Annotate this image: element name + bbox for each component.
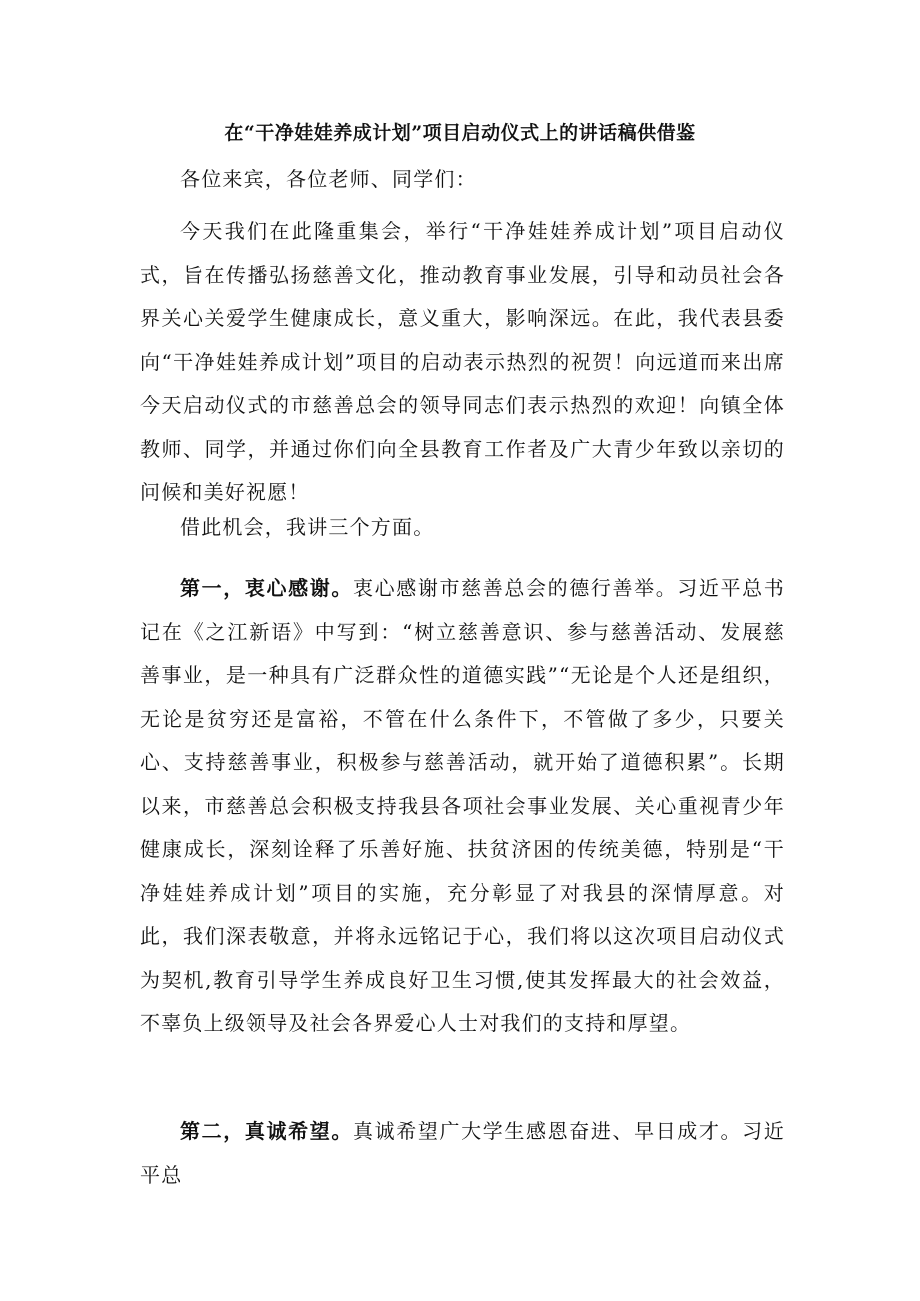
- paragraph-lead: 第一，衷心感谢。: [180, 576, 353, 600]
- document-title: 在“干净娃娃养成计划”项目启动仪式上的讲话稿供借鉴: [224, 122, 696, 144]
- paragraph-text: 借此机会，我讲三个方面。: [180, 515, 435, 539]
- paragraph-text: 真诚希望广大学生感恩奋进、早日成才。习近平总: [140, 1119, 785, 1187]
- greeting-line: [140, 158, 785, 202]
- paragraph-text: 衷心感谢市慈善总会的德行善举。习近平总书记在《之江新语》中写到：“树立慈善意识、参与慈善活动、发展慈善事业，是一种具有广泛群众性的道德实践”“无论是个人还是组织，无论是贫穷还是富裕，不管在什么条件下，不管做了多少，只要关心、支持慈善事业，积极参与慈善活动，就开始了道德积累”。长期以来，市慈善总会积极支持我县各项社会事业发展、关心重视青少年健康成长，深刻诠释了乐善好施、扶贫济困的传统美德，特别是“干净娃娃养成计划”项目的实施，充分彰显了对我县的深情厚意。对此，我们深表敬意，并将永远铭记于心，我们将以这次项目启动仪式为契机,教育引导学生养成良好卫生习惯,使其发挥最大的社会效益，不辜负上级领导及社会各界爱心人士对我们的支持和厚望。: [140, 576, 785, 1035]
- greeting-text: 各位来宾，各位老师、同学们：: [180, 167, 477, 191]
- paragraph-opening: [140, 210, 785, 515]
- paragraph-point-two: [140, 1110, 785, 1197]
- paragraph-content: [140, 1110, 785, 1197]
- paragraph-content: [140, 567, 785, 1046]
- paragraph-point-one: [140, 567, 785, 1046]
- paragraph-lead: 第二，真诚希望。: [180, 1119, 353, 1143]
- paragraph-outline: [140, 506, 785, 550]
- paragraph-text: 今天我们在此隆重集会，举行“干净娃娃养成计划”项目启动仪式，旨在传播弘扬慈善文化，推动教育事业发展，引导和动员社会各界关心关爱学生健康成长，意义重大，影响深远。在此，我代表县委向“干净娃娃养成计划”项目的启动表示热烈的祝贺！向远道而来出席今天启动仪式的市慈善总会的领导同志们表示热烈的欢迎！向镇全体教师、同学，并通过你们向全县教育工作者及广大青少年致以亲切的问候和美好祝愿！: [140, 219, 785, 504]
